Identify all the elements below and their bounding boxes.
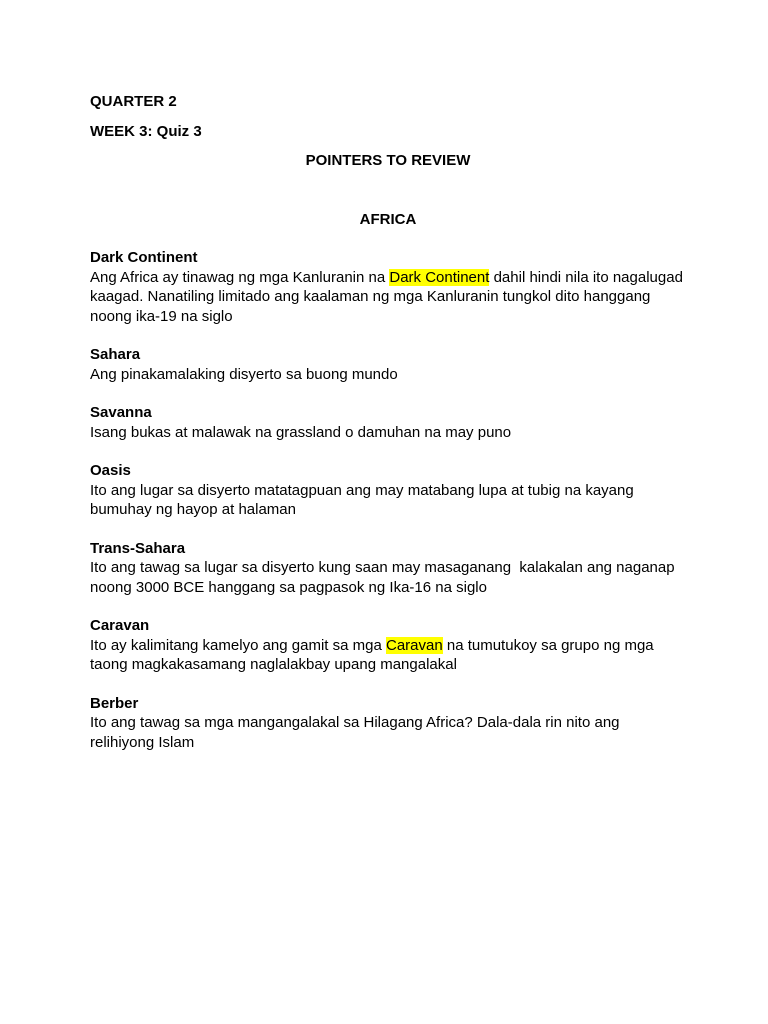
entry-description: Ito ang lugar sa disyerto matatagpuan ang may matabang lupa at tubig na kayang bumuhay ng hayop at halaman bbox=[90, 481, 634, 518]
entry-description: Ang pinakamalaking disyerto sa buong mundo bbox=[90, 365, 398, 383]
entry-sahara bbox=[90, 345, 686, 384]
pointers-heading: POINTERS TO REVIEW bbox=[305, 152, 471, 169]
highlighted-term: Dark Continent bbox=[389, 268, 490, 286]
entry-description: Ito ang tawag sa mga mangangalakal sa Hilagang Africa? Dala-dala rin nito ang relihiyong Islam bbox=[90, 714, 620, 751]
entry-caravan bbox=[90, 616, 686, 675]
entry-description bbox=[90, 636, 686, 675]
entry-berber bbox=[90, 694, 686, 753]
entry-description: Ito ang tawag sa lugar sa disyerto kung saan may masaganang kalakalan ang naganap noong 3000 BCE hanggang sa pagpasok ng Ika-16 na siglo bbox=[90, 559, 679, 596]
entry-term: Caravan bbox=[90, 617, 150, 634]
entry-term: Sahara bbox=[90, 346, 141, 363]
desc-text: Ang Africa ay tinawag ng mga Kanluranin na bbox=[90, 268, 390, 286]
desc-text: Ito ay kalimitang kamelyo ang gamit sa mga bbox=[90, 636, 386, 654]
desc-text: dahil hindi nila ito nagalugad kaagad. Nanatiling limitado ang kaalaman ng mga Kanluranin tungkol dito hanggang noong ika-19 na siglo bbox=[90, 268, 683, 325]
entry-description: Isang bukas at malawak na grassland o damuhan na may puno bbox=[90, 423, 512, 441]
entry-term: Savanna bbox=[90, 404, 152, 421]
entry-term: Oasis bbox=[90, 462, 131, 479]
entry-savanna bbox=[90, 403, 686, 442]
week-heading: WEEK 3: Quiz 3 bbox=[90, 122, 202, 140]
entry-oasis bbox=[90, 461, 686, 520]
document-content bbox=[90, 92, 686, 771]
desc-text: na tumutukoy sa grupo ng mga taong magkakasamang naglalakbay upang mangalakal bbox=[90, 636, 654, 673]
quarter-heading: QUARTER 2 bbox=[90, 93, 177, 110]
entry-term: Trans-Sahara bbox=[90, 539, 186, 557]
section-heading: AFRICA bbox=[359, 210, 417, 228]
entry-trans-sahara bbox=[90, 539, 686, 598]
highlighted-term: Caravan bbox=[385, 636, 443, 654]
entry-dark-continent bbox=[90, 248, 686, 326]
entry-description bbox=[90, 268, 686, 327]
entry-term: Berber bbox=[90, 694, 139, 712]
entry-term: Dark Continent bbox=[90, 249, 198, 266]
